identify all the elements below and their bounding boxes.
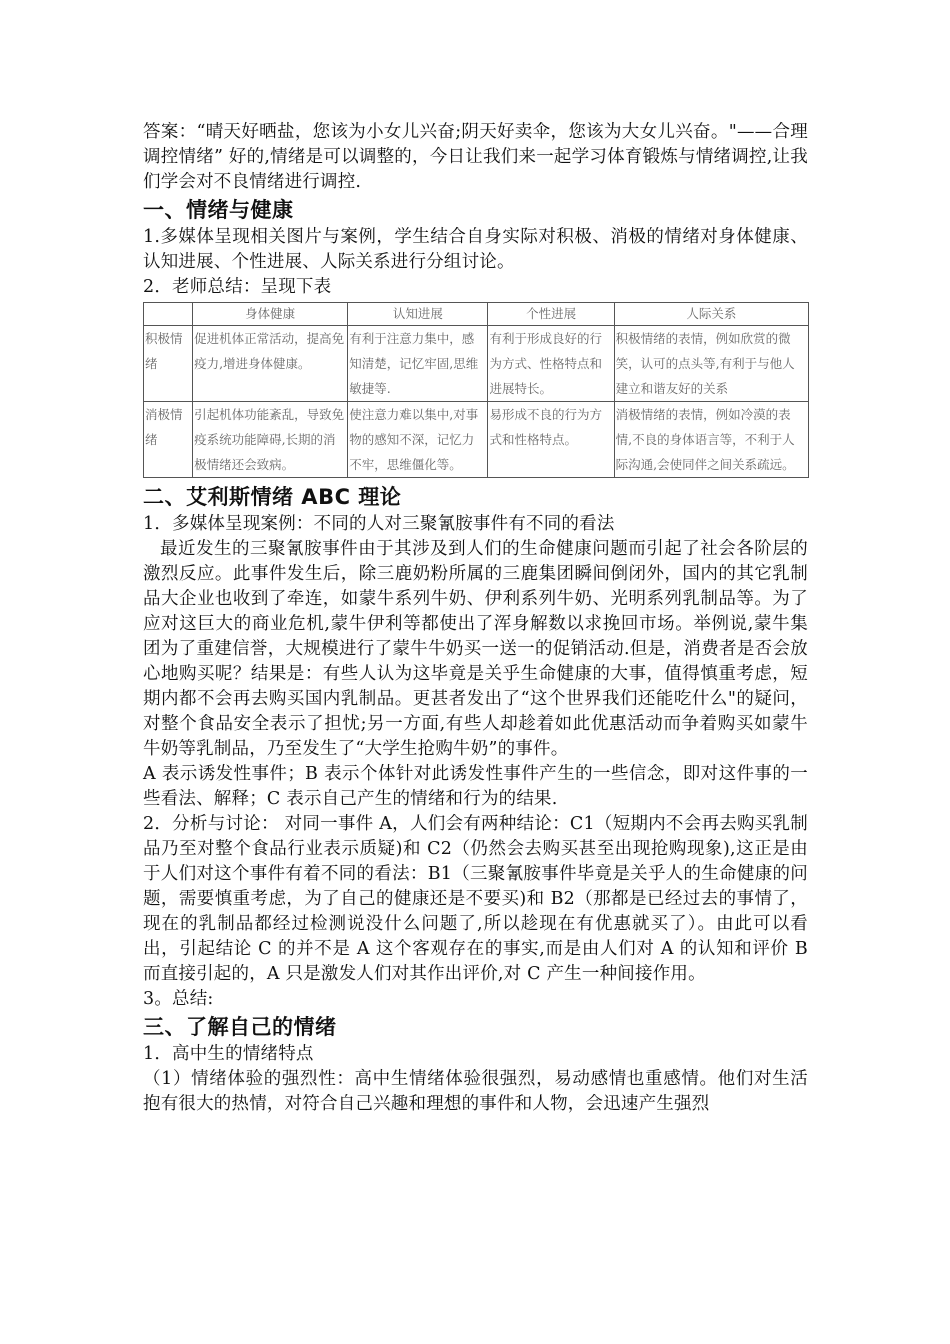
section-2-paragraph-5: 3。总结: bbox=[143, 989, 214, 1009]
table-header-cell: 认知进展 bbox=[348, 303, 488, 326]
section-1-paragraph-1: 1.多媒体呈现相关图片与案例，学生结合自身实际对积极、消极的情绪对身体健康、认知进展、个性进展、人际关系进行分组讨论。 bbox=[143, 227, 808, 272]
table-cell: 有利于形成良好的行为方式、性格特点和进展特长。 bbox=[488, 326, 614, 402]
table-header-cell: 身体健康 bbox=[193, 303, 348, 326]
table-cell: 使注意力难以集中,对事物的感知不深，记忆力不牢，思维僵化等。 bbox=[348, 402, 488, 478]
table-cell: 积极情绪的表情，例如欣赏的微笑，认可的点头等,有利于与他人建立和谐友好的关系 bbox=[614, 326, 808, 402]
table-header-cell: 人际关系 bbox=[614, 303, 808, 326]
emotion-effects-table bbox=[143, 302, 809, 478]
intro-paragraph: 答案：“晴天好晒盐，您该为小女儿兴奋;阴天好卖伞，您该为大女儿兴奋。"——合理调控情绪” 好的,情绪是可以调整的，今日让我们来一起学习体育锻炼与情绪调控,让我们学会对不良情绪进行调控. bbox=[143, 122, 808, 192]
table-cell: 积极情绪 bbox=[144, 326, 193, 402]
section-2-heading: 二、艾利斯情绪 ABC 理论 bbox=[143, 485, 402, 509]
table-cell: 有利于注意力集中，感知清楚，记忆牢固,思维敏捷等. bbox=[348, 326, 488, 402]
table-header-cell: 个性进展 bbox=[488, 303, 614, 326]
section-2-paragraph-3: A 表示诱发性事件；B 表示个体针对此诱发性事件产生的一些信念，即对这件事的一些看法、解释；C 表示自己产生的情绪和行为的结果. bbox=[143, 764, 808, 809]
section-2-paragraph-2: 最近发生的三聚氰胺事件由于其涉及到人们的生命健康问题而引起了社会各阶层的激烈反应。此事件发生后，除三鹿奶粉所属的三鹿集团瞬间倒闭外，国内的其它乳制品大企业也收到了牵连，如蒙牛系列牛奶、伊利系列牛奶、光明系列乳制品等。为了应对这巨大的商业危机,蒙牛伊利等都使出了浑身解数以求挽回市场。举例说,蒙牛集团为了重建信誉，大规模进行了蒙牛牛奶买一送一的促销活动.但是，消费者是否会放心地购买呢？结果是：有些人认为这毕竟是关乎生命健康的大事，值得慎重考虑，短期内都不会再去购买国内乳制品。更甚者发出了“这个世界我们还能吃什么"的疑问，对整个食品安全表示了担忧;另一方面,有些人却趁着如此优惠活动而争着购买如蒙牛牛奶等乳制品，乃至发生了“大学生抢购牛奶”的事件。 bbox=[143, 539, 808, 759]
section-3-paragraph-1: 1．高中生的情绪特点 bbox=[143, 1044, 314, 1064]
table-header-row bbox=[144, 303, 809, 326]
section-1-heading: 一、情绪与健康 bbox=[143, 198, 294, 222]
table-row bbox=[144, 326, 809, 402]
table-cell: 促进机体正常活动，提高免疫力,增进身体健康。 bbox=[193, 326, 348, 402]
section-3-paragraph-2: （1）情绪体验的强烈性：高中生情绪体验很强烈，易动感情也重感情。他们对生活抱有很大的热情，对符合自己兴趣和理想的事件和人物，会迅速产生强烈 bbox=[143, 1069, 808, 1114]
table-cell: 引起机体功能紊乱，导致免疫系统功能障碍,长期的消极情绪还会致病。 bbox=[193, 402, 348, 478]
section-2-paragraph-1: 1．多媒体呈现案例：不同的人对三聚氰胺事件有不同的看法 bbox=[143, 514, 615, 534]
table-cell: 易形成不良的行为方式和性格特点。 bbox=[488, 402, 614, 478]
document-page bbox=[143, 120, 808, 1117]
section-2-paragraph-4: 2．分析与讨论： 对同一事件 A，人们会有两种结论：C1（短期内不会再去购买乳制品乃至对整个食品行业表示质疑)和 C2（仍然会去购买甚至出现抢购现象),这正是由于人们对这个事件有着不同的看法：B1（三聚氰胺事件毕竟是关乎人的生命健康的问题，需要慎重考虑，为了自己的健康还是不要买)和 B2（那都是已经过去的事情了，现在的乳制品都经过检测说没什么问题了,所以趁现在有优惠就买了）。由此可以看出，引起结论 C 的并不是 A 这个客观存在的事实,而是由人们对 A 的认知和评价 B 而直接引起的，A 只是激发人们对其作出评价,对 C 产生一种间接作用。 bbox=[143, 814, 808, 984]
section-1-paragraph-2: 2．老师总结：呈现下表 bbox=[143, 277, 332, 297]
table-header-cell bbox=[144, 303, 193, 326]
table-cell: 消极情绪 bbox=[144, 402, 193, 478]
section-3-heading: 三、了解自己的情绪 bbox=[143, 1015, 337, 1039]
table-cell: 消极情绪的表情，例如冷漠的表情,不良的身体语言等，不利于人际沟通,会使同伴之间关系疏远。 bbox=[614, 402, 808, 478]
table-row bbox=[144, 402, 809, 478]
